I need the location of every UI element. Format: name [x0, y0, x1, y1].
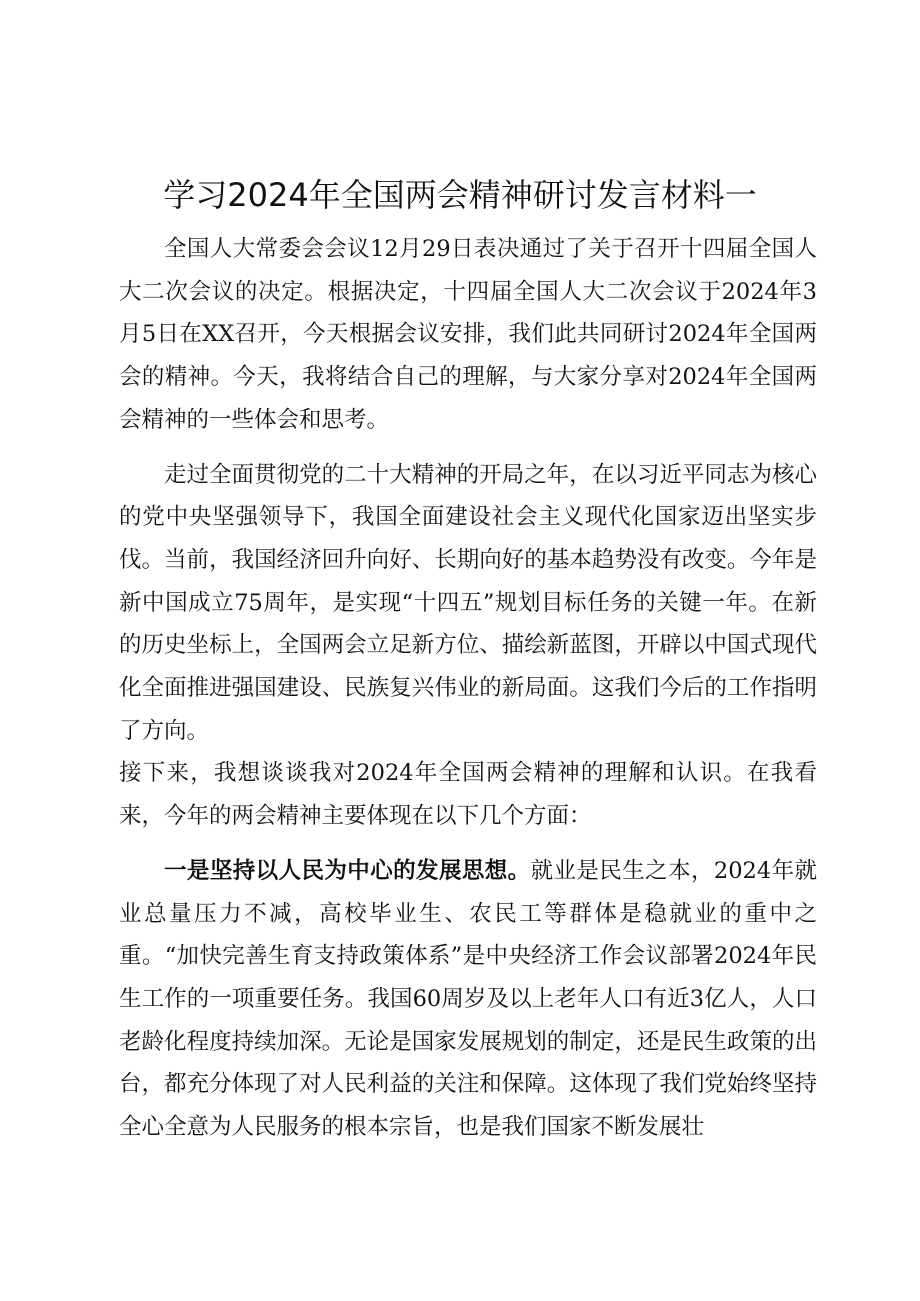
paragraph-intro: 全国人大常委会会议12月29日表决通过了关于召开十四届全国人大二次会议的决定。根据决定，十四届全国人大二次会议于2024年3月5日在XX召开，今天根据会议安排，我们此共同研讨2024年全国两会的精神。今天，我将结合自己的理解，与大家分享对2024年全国两会精神的一些体会和思考。 [119, 236, 817, 433]
document-body [119, 228, 817, 1149]
document-title: 学习2024年全国两会精神研讨发言材料一 [163, 176, 757, 214]
paragraph-transition: 接下来，我想谈谈我对2024年全国两会精神的理解和认识。在我看来，今年的两会精神主要体现在以下几个方面： [119, 760, 817, 830]
point-one-heading: 一是坚持以人民为中心的发展思想。 [164, 857, 531, 884]
paragraph-background: 走过全面贯彻党的二十大精神的开局之年，在以习近平同志为核心的党中央坚强领导下，我国全面建设社会主义现代化国家迈出坚实步伐。当前，我国经济回升向好、长期向好的基本趋势没有改变。今年是新中国成立75周年，是实现“十四五”规划目标任务的关键一年。在新的历史坐标上，全国两会立足新方位、描绘新蓝图，开辟以中国式现代化全面推进强国建设、民族复兴伟业的新局面。这我们今后的工作指明了方向。 [119, 461, 817, 744]
paragraph-point-one [119, 850, 817, 1149]
point-one-body: 就业是民生之本，2024年就业总量压力不减，高校毕业生、农民工等群体是稳就业的重中之重。“加快完善生育支持政策体系”是中央经济工作会议部署2024年民生工作的一项重要任务。我国60周岁及以上老年人口有近3亿人，人口老龄化程度持续加深。无论是国家发展规划的制定，还是民生政策的出台，都充分体现了对人民利益的关注和保障。这体现了我们党始终坚持全心全意为人民服务的根本宗旨，也是我们国家不断发展壮 [119, 857, 817, 1141]
